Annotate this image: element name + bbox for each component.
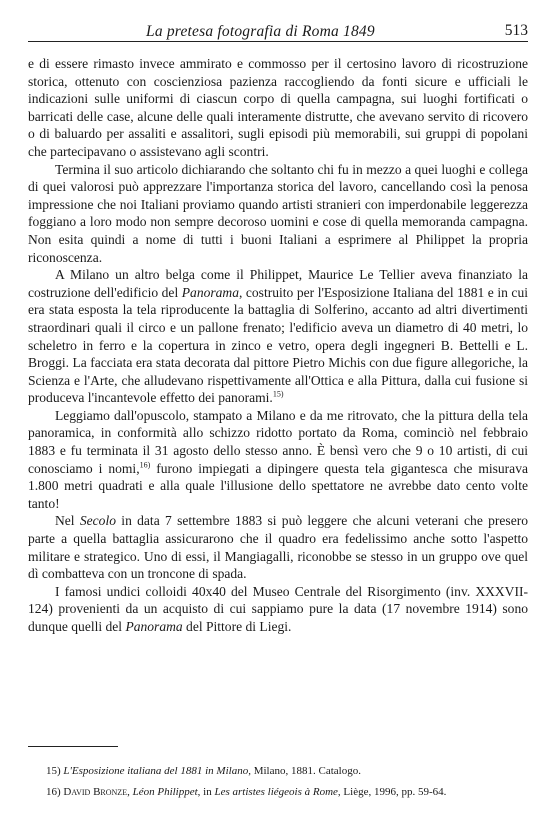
page-number: 513 — [504, 22, 528, 39]
header-rule — [28, 41, 528, 42]
running-title: La pretesa fotografia di Roma 1849 — [146, 23, 375, 40]
paragraph-1: e di essere rimasto invece ammirato e commosso per il certosino lavoro di ricostruzione storica, ottenuto con coscienziosa pazienza raccogliendo da fonti sicure e ufficiali le indicazioni sulle uniformi di ciascun corpo di quella campagna, sui luoghi fortificati o barricati delle case, alcune delle quali interamente distrutte, che avevano servito di ricovero o di baluardo per assaliti e assalitori, sugli episodi più memorabili, sui gruppi di popolani che partecipavano o assistevano agli scontri. — [28, 56, 528, 159]
paragraph-3: A Milano un altro belga come il Philippet, Maurice Le Tellier aveva finanziato la costruzione dell'edificio del Panorama, costruito per l'Esposizione Italiana del 1881 e in cui era stata esposta la tela riproducente la battaglia di Solferino, accanto ad altri divertimenti straordinari quali il circo e un pallone frenato; l'edificio aveva un diametro di 40 metri, lo scheletro in ferro e la copertura in zinco e vetro, opera degli ingegneri B. Bettelli e L. Broggi. La facciata era stata decorata dal pittore Pietro Michis con due figure allegoriche, la Scienza e l'Arte, che alludevano rispettivamente all'Ottica e alla Pittura, dalla cui fusione si produceva l'incantevole effetto dei panorami.$^{15)}$ — [28, 267, 528, 406]
footnote-15: 15) L'Esposizione italiana del 1881 in Milano, Milano, 1881. Catalogo. — [46, 765, 361, 777]
italic-secolo: Secolo — [79, 513, 116, 529]
footnote-16: 16) David Bronze, Léon Philippet, in Les artistes liégeois à Rome, Liège, 1996, pp. 59-64. — [46, 786, 447, 798]
paragraph-6: I famosi undici colloidi 40x40 del Museo Centrale del Risorgimento (inv. XXXVII-124) provenienti da un acquisto di cui sappiamo pure la data (17 novembre 1914) sono dunque quelli del Panorama del Pittore di Liegi. — [28, 583, 528, 634]
italic-panorama-2: Panorama — [125, 619, 183, 634]
italic-panorama: Panorama — [181, 284, 239, 300]
footnote-rule — [28, 746, 118, 747]
running-header — [28, 20, 528, 42]
paragraph-5: Nel Secolo in data 7 settembre 1883 si può leggere che alcuni veterani che presero parte a quella battaglia assicurarono che il quadro era fedelissimo anche sotto l'aspetto militare e strategico. Uno di essi, il Mangiagalli, riconobbe se stesso in un gruppo ove quel dì combatteva con un troncone di spada. — [28, 513, 528, 582]
paragraph-2: Termina il suo articolo dichiarando che soltanto chi fu in mezzo a quei luoghi e collega di quei valorosi può apprezzare l'importanza storica del lavoro, cancellando così la penosa impressione che noi Italiani proviamo quando artisti stranieri con imperdonabile leggerezza foggiano a loro modo non sempre decoroso uomini e cose di quella memoranda campagna. Non esita quindi a nome di tutti i buoni Italiani a esprimere al Philippet la propria riconoscenza. — [28, 161, 528, 265]
paragraph-4: Leggiamo dall'opuscolo, stampato a Milano e da me ritrovato, che la pittura della tela panoramica, in conformità allo schizzo ridotto portato da Roma, cominciò nel febbraio 1883 e fu terminata il 31 agosto dello stesso anno. È bensì vero che 9 o 10 artisti, di cui conosciamo i nomi,$^{16)}$ furono impiegati a dipingere questa tela gigantesca che misurava 1.800 metri quadrati e alla quale l'illusione dello spettatore ne avrebbe dato cento volte tanto! — [28, 407, 528, 511]
footnote-ref-16[interactable]: 16) — [139, 460, 151, 470]
footnote-ref-15[interactable]: 15) — [272, 389, 284, 399]
body-text — [28, 55, 528, 636]
